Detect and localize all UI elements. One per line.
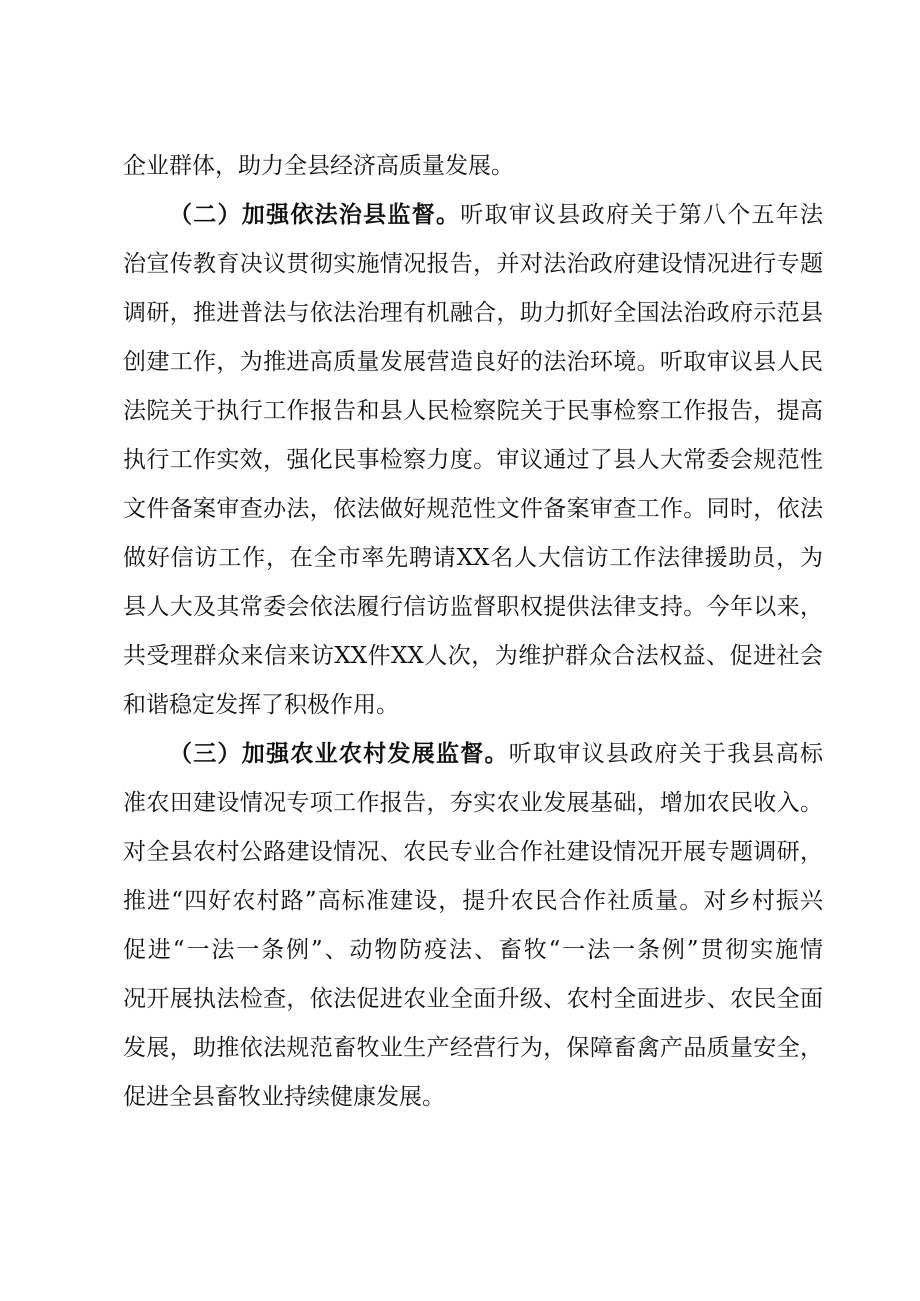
section3-line-6: 发展，助推依法规范畜牧业生产经营行为，保障畜禽产品质量安全， [123, 1035, 823, 1061]
section3-line-7: 促进全县畜牧业持续健康发展。 [123, 1084, 445, 1110]
section3-line-2: 对全县农村公路建设情况、农民专业合作社建设情况开展专题调研， [123, 839, 823, 865]
section2-first-line [169, 200, 823, 230]
section2-line-2: 调研，推进普法与依法治理有机融合，助力抓好全国法治政府示范县 [123, 300, 823, 326]
section3-heading: （三）加强农业农村发展监督。 [169, 740, 509, 767]
section2-line-8: 县人大及其常委会依法履行信访监督职权提供法律支持。今年以来， [123, 594, 823, 620]
section3-line-5: 况开展执法检查，依法促进农业全面升级、农村全面进步、农民全面 [123, 986, 823, 1012]
section2-line-6: 文件备案审查办法，依法做好规范性文件备案审查工作。同时，依法 [123, 496, 823, 522]
section2-line-5: 执行工作实效，强化民事检察力度。审议通过了县人大常委会规范性 [123, 447, 823, 473]
section2-heading: （二）加强依法治县监督。 [169, 201, 461, 228]
section2-line-10: 和谐稳定发挥了积极作用。 [123, 692, 399, 718]
intro-tail-line: 企业群体，助力全县经济高质量发展。 [123, 153, 514, 179]
section3-line-3: 推进“四好农村路”高标准建设，提升农民合作社质量。对乡村振兴 [123, 888, 823, 914]
section3-line-0: 听取审议县政府关于我县高标 [508, 741, 824, 767]
section2-line-0: 听取审议县政府关于第八个五年法 [460, 202, 824, 228]
section2-line-4: 法院关于执行工作报告和县人民检察院关于民事检察工作报告，提高 [123, 398, 823, 424]
section3-first-line [169, 739, 823, 769]
section2-line-7: 做好信访工作，在全市率先聘请XX名人大信访工作法律援助员，为 [123, 545, 823, 571]
section3-line-4: 促进“一法一条例”、动物防疫法、畜牧“一法一条例”贯彻实施情 [123, 937, 823, 963]
section2-line-1: 治宣传教育决议贯彻实施情况报告，并对法治政府建设情况进行专题 [123, 251, 823, 277]
section2-line-9: 共受理群众来信来访XX件XX人次，为维护群众合法权益、促进社会 [123, 643, 823, 669]
section2-line-3: 创建工作，为推进高质量发展营造良好的法治环境。听取审议县人民 [123, 349, 823, 375]
section3-line-1: 准农田建设情况专项工作报告，夯实农业发展基础，增加农民收入。 [123, 790, 823, 816]
